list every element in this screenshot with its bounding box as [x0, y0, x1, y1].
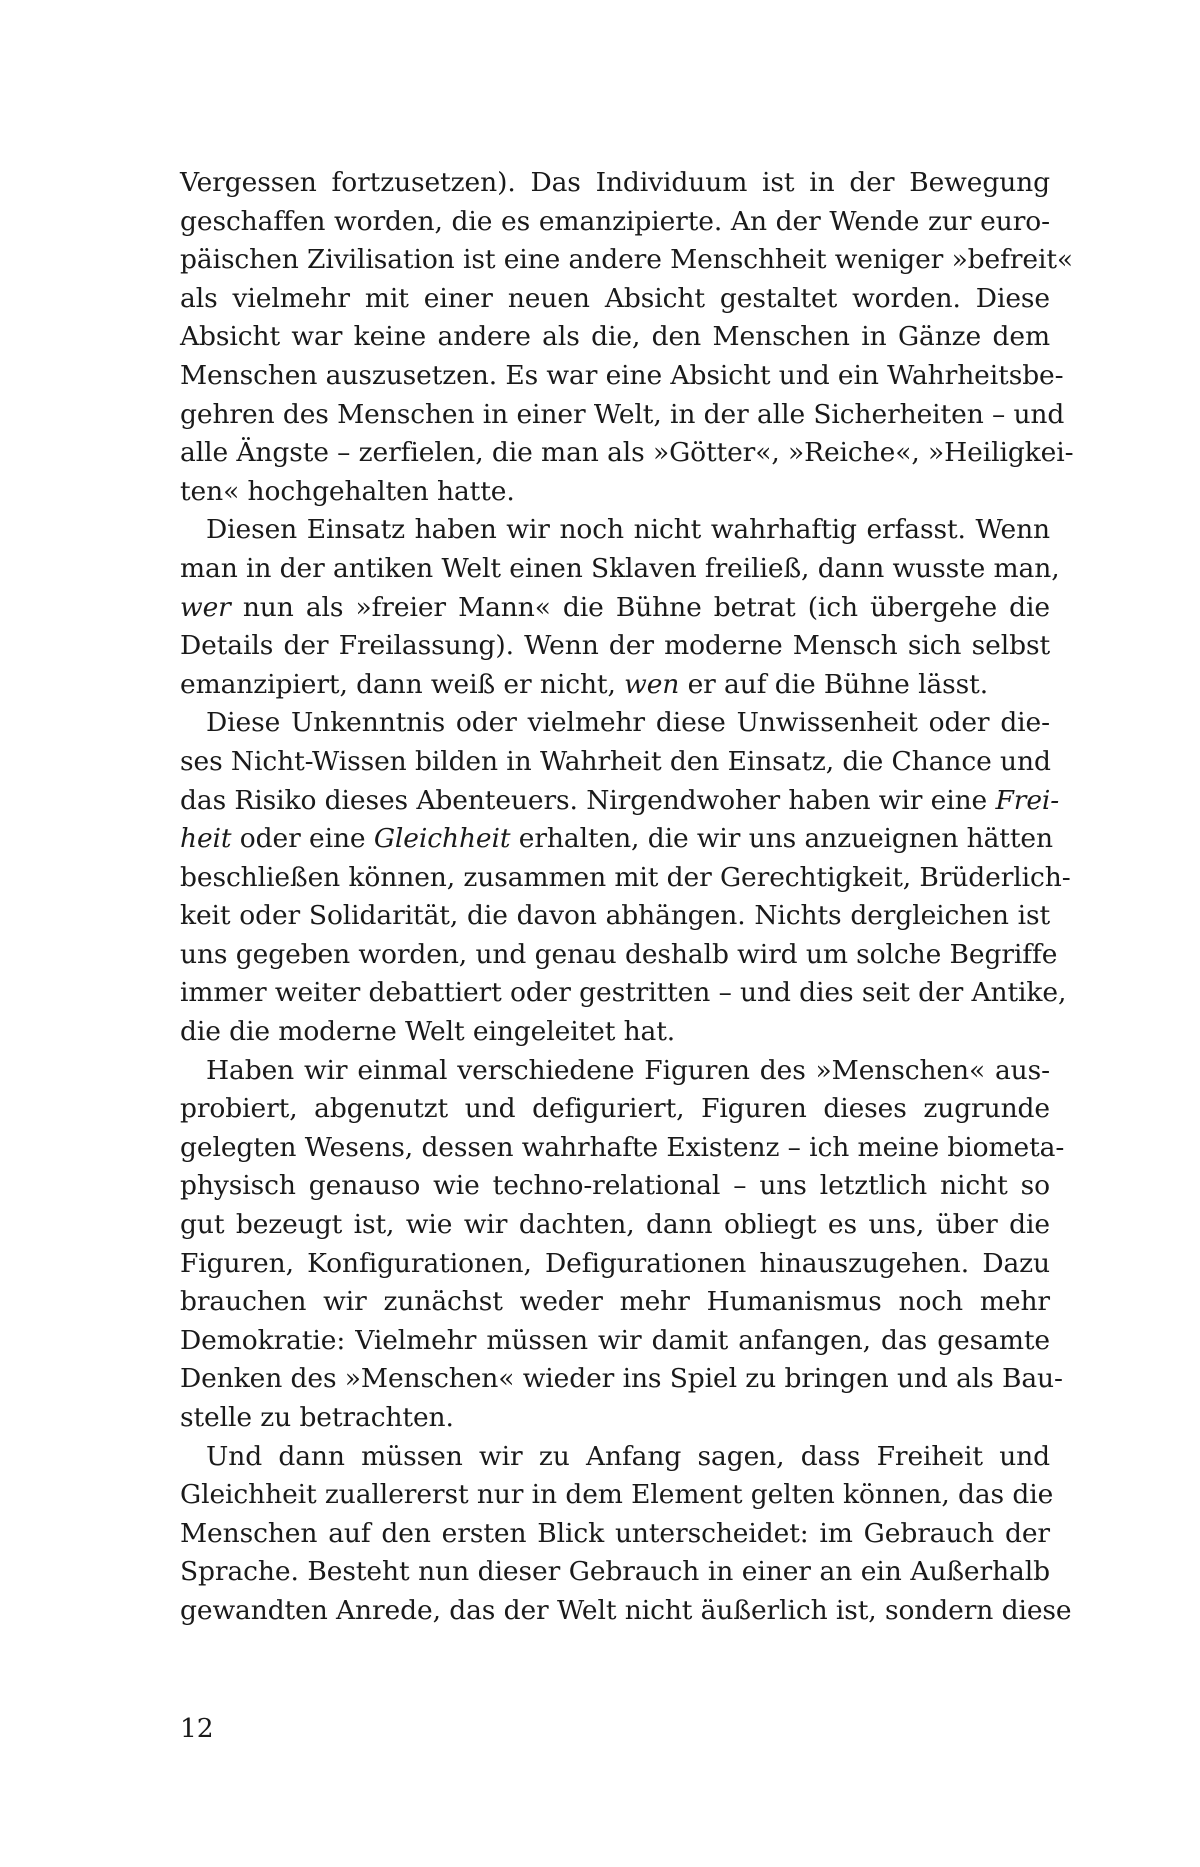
- emphasis: Frei-: [995, 784, 1060, 816]
- text-line: Menschen auf den ersten Blick unterscheidet: im Gebrauch der: [180, 1517, 1050, 1549]
- text-line: emanzipiert, dann weiß er nicht, wen er auf die Bühne lässt.: [180, 668, 989, 700]
- text-line: gewandten Anrede, das der Welt nicht äußerlich ist, sondern diese: [180, 1594, 1072, 1626]
- text-line: Vergessen fortzusetzen). Das Individuum ist in der Bewegung: [180, 167, 1050, 198]
- text-line: keit oder Solidarität, die davon abhängen. Nichts dergleichen ist: [180, 900, 1050, 932]
- text-line: Details der Freilassung). Wenn der moderne Mensch sich selbst: [180, 630, 1050, 662]
- text-line: brauchen wir zunächst weder mehr Humanismus noch mehr: [180, 1286, 1050, 1318]
- text-line: beschließen können, zusammen mit der Gerechtigkeit, Brüderlich-: [180, 861, 1071, 893]
- text-line: gut bezeugt ist, wie wir dachten, dann obliegt es uns, über die: [180, 1209, 1050, 1241]
- text-line: ses Nicht-Wissen bilden in Wahrheit den Einsatz, die Chance und: [180, 745, 1051, 777]
- emphasis: wen: [624, 668, 680, 700]
- text-line: Gleichheit zuallererst nur in dem Element gelten können, das die: [180, 1479, 1054, 1511]
- text-line: als vielmehr mit einer neuen Absicht gestaltet worden. Diese: [180, 282, 1050, 314]
- paragraph: [180, 164, 1074, 511]
- text-line: Diesen Einsatz haben wir noch nicht wahrhaftig erfasst. Wenn: [206, 514, 1050, 546]
- text-line: immer weiter debattiert oder gestritten – und dies seit der Antike,: [180, 977, 1067, 1009]
- text-line: man in der antiken Welt einen Sklaven freiließ, dann wusste man,: [180, 552, 1060, 584]
- text-line: stelle zu betrachten.: [180, 1402, 454, 1433]
- text-line: alle Ängste – zerfielen, die man als »Götter«, »Reiche«, »Heiligkei-: [180, 437, 1074, 469]
- paragraph: [180, 1052, 1065, 1438]
- text-line: gelegten Wesens, dessen wahrhafte Existenz – ich meine biometa-: [180, 1131, 1065, 1163]
- text-line: Und dann müssen wir zu Anfang sagen, dass Freiheit und: [206, 1440, 1050, 1472]
- text-line: Menschen auszusetzen. Es war eine Absicht und ein Wahrheitsbe-: [180, 359, 1064, 391]
- text-line: das Risiko dieses Abenteuers. Nirgendwoher haben wir eine Frei-: [180, 784, 1060, 816]
- text-line: die die moderne Welt eingeleitet hat.: [180, 1016, 676, 1048]
- text-line: physisch genauso wie techno-relational – uns letztlich nicht so: [180, 1170, 1050, 1202]
- text-line: Sprache. Besteht nun dieser Gebrauch in einer an ein Außerhalb: [180, 1556, 1050, 1588]
- text-line: geschaffen worden, die es emanzipierte. An der Wende zur euro-: [180, 205, 1050, 237]
- text-line: Haben wir einmal verschiedene Figuren des »Menschen« aus-: [206, 1054, 1050, 1086]
- text-line: ten« hochgehalten hatte.: [180, 475, 515, 507]
- text-line: Denken des »Menschen« wieder ins Spiel zu bringen und als Bau-: [180, 1363, 1063, 1395]
- paragraph: [180, 511, 1060, 704]
- text-line: wer nun als »freier Mann« die Bühne betrat (ich übergehe die: [180, 591, 1050, 623]
- text-line: päischen Zivilisation ist eine andere Menschheit weniger »befreit«: [180, 244, 1074, 276]
- text-line: heit oder eine Gleichheit erhalten, die wir uns anzueignen hätten: [180, 823, 1053, 855]
- text-line: Demokratie: Vielmehr müssen wir damit anfangen, das gesamte: [180, 1324, 1050, 1356]
- text-line: uns gegeben worden, und genau deshalb wird um solche Begriffe: [180, 938, 1058, 970]
- paragraph: [180, 704, 1071, 1051]
- text-line: Diese Unkenntnis oder vielmehr diese Unwissenheit oder die-: [206, 707, 1050, 739]
- body-text: [180, 164, 1074, 1631]
- text-line: Figuren, Konfigurationen, Defigurationen hinauszugehen. Dazu: [180, 1247, 1050, 1279]
- book-page: [180, 0, 1074, 1867]
- paragraph: [180, 1438, 1072, 1631]
- emphasis: heit: [180, 823, 232, 855]
- text-line: Absicht war keine andere als die, den Menschen in Gänze dem: [180, 321, 1050, 353]
- text-line: probiert, abgenutzt und defiguriert, Figuren dieses zugrunde: [180, 1093, 1050, 1125]
- page-number: 12: [180, 1713, 214, 1744]
- emphasis: wer: [180, 591, 231, 623]
- text-line: gehren des Menschen in einer Welt, in der alle Sicherheiten – und: [180, 398, 1065, 430]
- emphasis: Gleichheit: [373, 823, 511, 855]
